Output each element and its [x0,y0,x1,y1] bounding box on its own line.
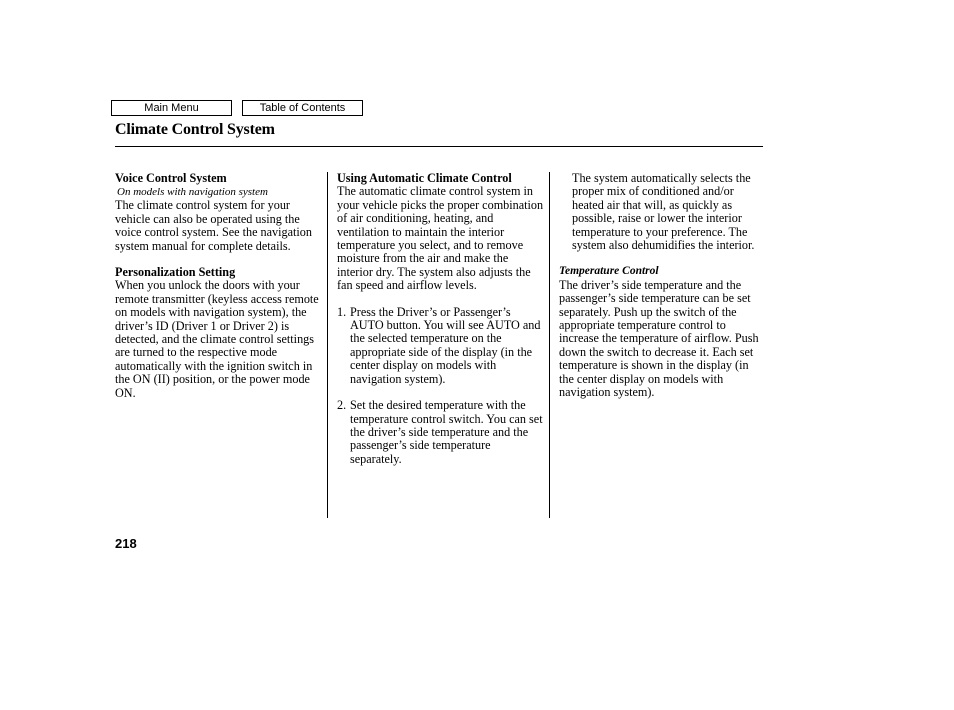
temperature-control-text: The driver’s side temperature and the passenger’s side temperature can be set separately. Push up the switch of the appropriate temperature control to increase the temperature of airflow. Push down the switch to decrease it. Each set temperature is shown in the display (in the center display on models with navigation system). [559,277,759,400]
voice-control-heading: Voice Control System [115,171,227,185]
auto-system-text: The system automatically selects the proper mix of conditioned and/or heated air that will, as quickly as possible, raise or lower the interior temperature to your preference. The system also dehumidifies the interior. [572,171,755,253]
voice-control-text: The climate control system for your vehicle can also be operated using the voice control system. See the navigation system manual for complete details. [115,198,312,253]
step-text: Set the desired temperature with the temperature control switch. You can set the driver’s side temperature and the passenger’s side temperature separately. [350,398,543,466]
column-divider [327,172,328,518]
page-title: Climate Control System [115,121,275,138]
automatic-climate-intro: The automatic climate control system in your vehicle picks the proper combination of air conditioning, heating, and ventilation to maintain the interior temperature you select, and to remove moisture from the air and make the interior dry. The system also adjusts the fan speed and airflow levels. [337,184,544,293]
page-number: 218 [115,536,137,551]
column-left [115,172,320,400]
column-middle [337,172,545,466]
step-text: Press the Driver’s or Passenger’s AUTO button. You will see AUTO and the selected temperature on the appropriate side of the display (in the center display on models with navigation system). [350,304,541,386]
list-item [337,399,545,466]
voice-control-note: On models with navigation system [117,186,268,199]
step-number: 2. [337,398,347,413]
title-divider [115,146,763,147]
main-menu-button[interactable]: Main Menu [111,100,232,116]
temperature-control-heading: Temperature Control [559,265,659,278]
column-divider [549,172,550,518]
step-number: 1. [337,304,347,319]
automatic-climate-heading: Using Automatic Climate Control [337,171,512,185]
personalization-text: When you unlock the doors with your remote transmitter (keyless access remote on models with navigation system), the driver’s ID (Driver 1 or Driver 2) is detected, and the climate control settings are turned to the respective mode automatically with the ignition switch in the ON (II) position, or the power mode ON. [115,278,319,400]
list-item [337,306,545,386]
steps-list [337,306,545,466]
personalization-heading: Personalization Setting [115,265,236,280]
column-right [559,172,763,400]
table-of-contents-button[interactable]: Table of Contents [242,100,363,116]
